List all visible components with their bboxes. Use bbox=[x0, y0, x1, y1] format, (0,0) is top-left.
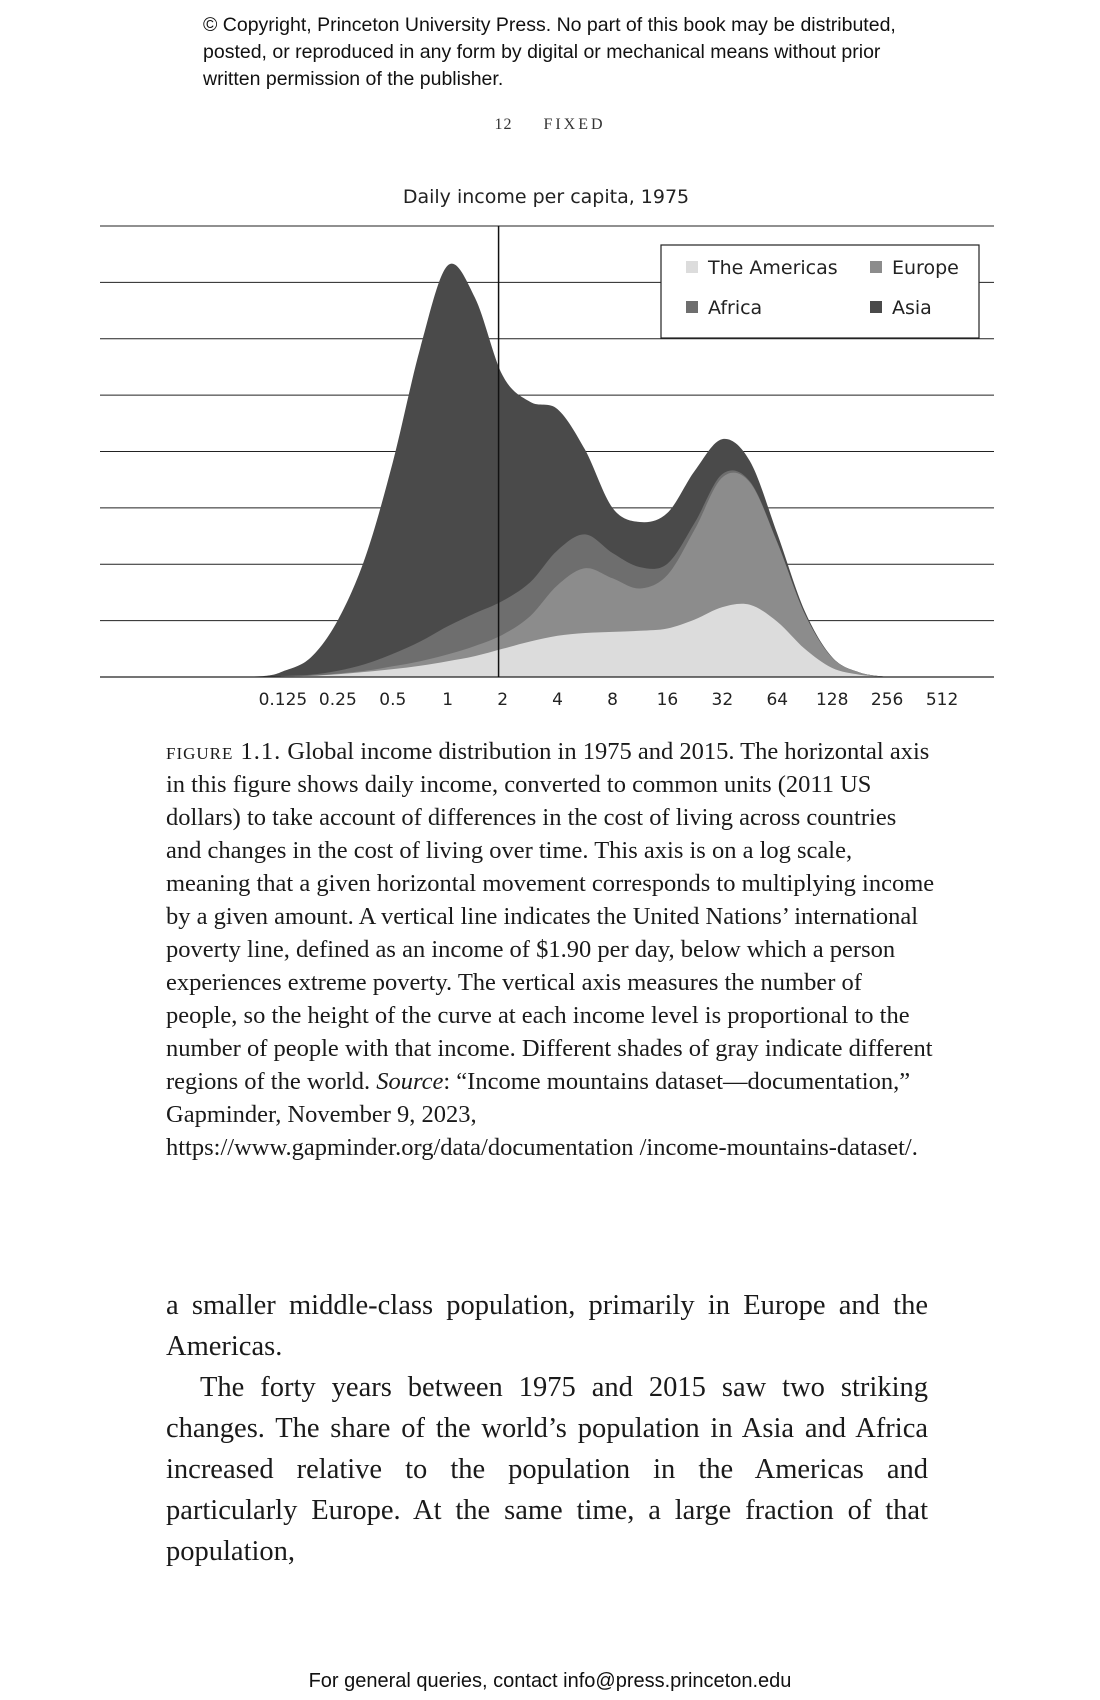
legend-label: Europe bbox=[892, 257, 959, 279]
figure-label: figure 1.1. bbox=[166, 738, 282, 765]
caption-text: Global income distribution in 1975 and 2015. The horizontal axis in this figure shows daily income, converted to common units (2011 US dollars) to take account of differences in the cost of living across countries and changes in the cost of living over time. This axis is on a log scale, meaning that a given horizontal movement corresponds to multiplying income by a given amount. A vertical line indicates the United Nations’ international poverty line, defined as an income of $1.90 per day, below which a person experiences extreme poverty. The vertical axis measures the number of people, so the height of the curve at each income level is proportional to the number of people with that income. Different shades of gray indicate different regions of the world. bbox=[166, 738, 935, 1095]
source-text: : “Income mountains dataset—documentation,” Gapminder, November 9, 2023, https://www.gapminder.org/data/documentation /income-mountains-dataset/. bbox=[166, 1068, 918, 1161]
legend-label: Asia bbox=[892, 297, 932, 319]
x-tick-label: 4 bbox=[552, 690, 563, 710]
chapter-title: FIXED bbox=[543, 116, 606, 133]
source-label: Source bbox=[376, 1068, 444, 1095]
legend-swatch bbox=[686, 301, 698, 313]
x-tick-label: 0.25 bbox=[318, 690, 357, 710]
x-tick-label: 8 bbox=[607, 690, 618, 710]
chart-title: Daily income per capita, 1975 bbox=[402, 186, 690, 208]
body-text bbox=[166, 1285, 928, 1572]
paragraph-1: a smaller middle-class population, primarily in Europe and the Americas. bbox=[166, 1290, 928, 1362]
figure-chart bbox=[0, 170, 1100, 715]
paragraph-2: The forty years between 1975 and 2015 saw two striking changes. The share of the world’s population in Asia and Africa increased relative to the population in the Americas and particularly Europe. At the same time, a large fraction of that population, bbox=[166, 1372, 928, 1567]
x-tick-label: 2 bbox=[497, 690, 509, 710]
x-tick-label: 32 bbox=[711, 690, 734, 710]
x-tick-label: 16 bbox=[656, 690, 679, 710]
x-tick-label: 1 bbox=[442, 690, 454, 710]
running-head bbox=[0, 116, 1100, 134]
x-tick-label: 256 bbox=[870, 690, 904, 710]
x-tick-label: 512 bbox=[925, 690, 959, 710]
legend-swatch bbox=[870, 261, 882, 273]
x-tick-label: 128 bbox=[815, 690, 849, 710]
legend-swatch bbox=[870, 301, 882, 313]
legend-swatch bbox=[686, 261, 698, 273]
page-number: 12 bbox=[494, 116, 513, 133]
legend-label: Africa bbox=[708, 297, 763, 319]
copyright-notice: © Copyright, Princeton University Press. No part of this book may be distributed, posted, or reproduced in any form by digital or mechanical means without prior written permission of the publisher. bbox=[203, 14, 896, 90]
x-tick-label: 64 bbox=[766, 690, 789, 710]
x-tick-label: 0.5 bbox=[379, 690, 407, 710]
legend-label: The Americas bbox=[708, 257, 838, 279]
x-tick-label: 0.125 bbox=[258, 690, 308, 710]
figure-caption bbox=[166, 735, 936, 1164]
footer-contact: For general queries, contact info@press.princeton.edu bbox=[308, 1670, 792, 1692]
income-distribution-chart bbox=[0, 170, 1100, 715]
